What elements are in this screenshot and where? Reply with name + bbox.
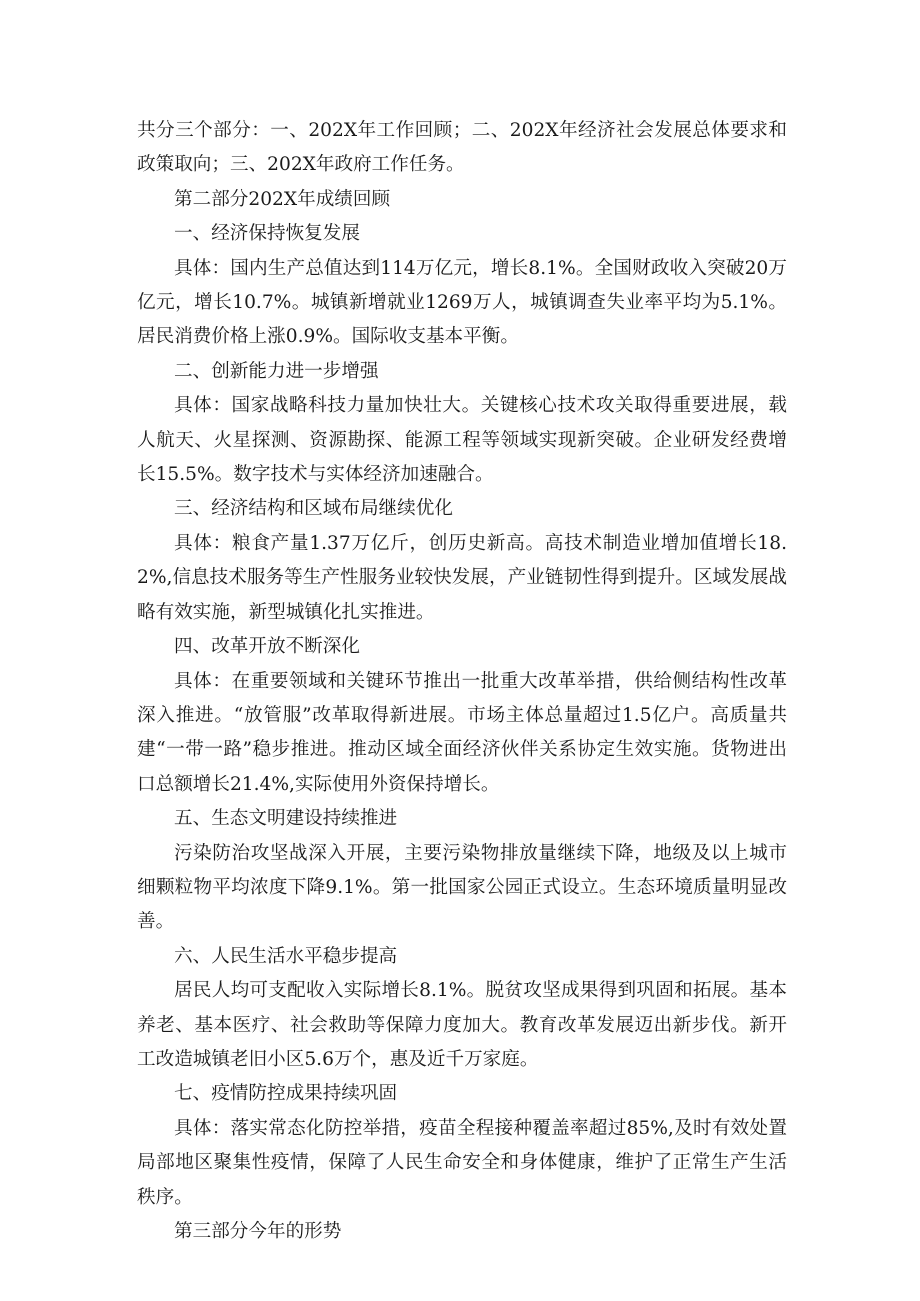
section7-body: 具体：落实常态化防控举措，疫苗全程接种覆盖率超过85%,及时有效处置局部地区聚集性疫情，保障了人民生命安全和身体健康，维护了正常生产生活秩序。 — [137, 1117, 787, 1208]
part3-title: 第三部分今年的形势 — [174, 1221, 342, 1242]
section6-heading: 六、人民生活水平稳步提高 — [174, 945, 398, 967]
section4-body: 具体：在重要领域和关键环节推出一批重大改革举措，供给侧结构性改革深入推进。“放管服”改革取得新进展。市场主体总量超过1.5亿户。高质量共建“一带一路”稳步推进。推动区域全面经济伙伴关系协定生效实施。货物进出口总额增长21.4%,实际使用外资保持增长。 — [137, 670, 787, 795]
section5-body: 污染防治攻坚战深入开展，主要污染物排放量继续下降，地级及以上城市细颗粒物平均浓度下降9.1%。第一批国家公园正式设立。生态环境质量明显改善。 — [137, 842, 787, 933]
section7-heading: 七、疫情防控成果持续巩固 — [174, 1083, 398, 1105]
section2-body: 具体：国家战略科技力量加快壮大。关键核心技术攻关取得重要进展，载人航天、火星探测、资源勘探、能源工程等领域实现新突破。企业研发经费增长15.5%。数字技术与实体经济加速融合。 — [137, 395, 787, 486]
section3-heading: 三、经济结构和区域布局继续优化 — [174, 498, 453, 520]
part2-title: 第二部分202X年成绩回顾 — [174, 188, 391, 210]
section1-heading: 一、经济保持恢复发展 — [174, 223, 360, 245]
document-body — [137, 114, 787, 1249]
section4-heading: 四、改革开放不断深化 — [174, 636, 360, 658]
section2-heading: 二、创新能力进一步增强 — [174, 360, 379, 382]
intro-paragraph: 共分三个部分：一、202X年工作回顾；二、202X年经济社会发展总体要求和政策取向；三、202X年政府工作任务。 — [137, 120, 787, 176]
section6-body: 居民人均可支配收入实际增长8.1%。脱贫攻坚成果得到巩固和拓展。基本养老、基本医疗、社会救助等保障力度加大。教育改革发展迈出新步伐。新开工改造城镇老旧小区5.6万个，惠及近千万家庭。 — [137, 980, 787, 1070]
section1-body: 具体：国内生产总值达到114万亿元，增长8.1%。全国财政收入突破20万亿元，增长10.7%。城镇新增就业1269万人，城镇调查失业率平均为5.1%。居民消费价格上涨0.9%。国际收支基本平衡。 — [137, 257, 787, 348]
section3-body: 具体：粮食产量1.37万亿斤，创历史新高。高技术制造业增加值增长18.2%,信息技术服务等生产性服务业较快发展，产业链韧性得到提升。区域发展战略有效实施，新型城镇化扎实推进。 — [137, 532, 787, 623]
section5-heading: 五、生态文明建设持续推进 — [174, 808, 398, 830]
